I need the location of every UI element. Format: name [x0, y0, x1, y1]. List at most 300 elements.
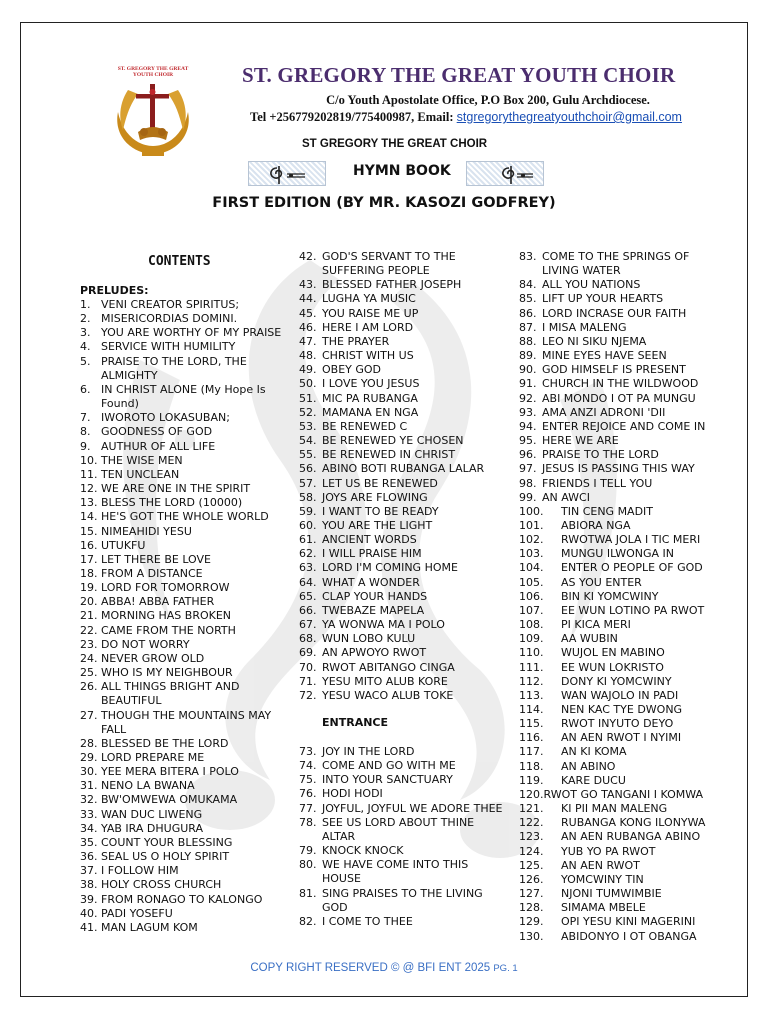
item-title: IWOROTO LOKASUBAN;: [101, 411, 230, 425]
item-title: SERVICE WITH HUMILITY: [101, 340, 236, 354]
contents-item: [519, 477, 719, 491]
item-number: 28.: [80, 736, 98, 750]
contents-item: [80, 340, 287, 354]
contents-item: [80, 680, 287, 708]
item-number: 81.: [299, 886, 317, 900]
item-number: 58.: [299, 490, 317, 504]
item-number: 126.: [519, 872, 544, 886]
contents-item: [519, 406, 719, 420]
item-title: CLAP YOUR HANDS: [322, 589, 428, 603]
item-title: ABINO BOTI RUBANGA LALAR: [322, 462, 485, 476]
item-title: LIFT UP YOUR HEARTS: [542, 292, 664, 306]
item-number: 9.: [80, 439, 91, 453]
email-link[interactable]: stgregorythegreatyouthchoir@gmail.com: [456, 110, 682, 124]
item-number: 87.: [519, 320, 537, 334]
item-number: 16.: [80, 538, 98, 552]
item-number: 53.: [299, 419, 317, 433]
item-number: 99.: [519, 490, 537, 504]
contents-item: [519, 717, 719, 731]
item-number: 106.: [519, 589, 544, 603]
item-number: 65.: [299, 589, 317, 603]
item-number: 57.: [299, 476, 317, 490]
item-title: COUNT YOUR BLESSING: [101, 835, 233, 849]
contents-item: [80, 440, 287, 454]
address-line: [0, 93, 768, 108]
item-number: 117.: [519, 745, 544, 759]
item-number: 70.: [299, 660, 317, 674]
item-title: ALL YOU NATIONS: [542, 278, 641, 292]
item-title: KARE DUCU: [561, 773, 626, 787]
contents-item: [519, 901, 719, 915]
contents-item: [519, 292, 719, 306]
tel-text: Tel +256779202819/775400987, Email:: [250, 110, 457, 124]
item-title: GOD HIMSELF IS PRESENT: [542, 363, 686, 377]
contents-item: [519, 335, 719, 349]
item-number: 108.: [519, 618, 544, 632]
contents-item: [519, 349, 719, 363]
contents-item: [80, 482, 287, 496]
item-title: ENTER REJOICE AND COME IN: [542, 419, 706, 433]
item-title: AUTHUR OF ALL LIFE: [101, 439, 216, 453]
item-title: ENTER O PEOPLE OF GOD: [561, 561, 703, 575]
contents-item: [519, 731, 719, 745]
item-number: 82.: [299, 914, 317, 928]
item-number: 67.: [299, 618, 317, 632]
contents-item: [519, 873, 719, 887]
contents-item: [299, 816, 509, 844]
contents-item: [80, 793, 287, 807]
item-title: THE WISE MEN: [101, 453, 183, 467]
item-title: BIN KI YOMCWINY: [561, 589, 659, 603]
item-title: PI KICA MERI: [561, 618, 631, 632]
item-number: 49.: [299, 363, 317, 377]
item-number: 13.: [80, 496, 98, 510]
item-number: 86.: [519, 306, 537, 320]
item-title: I COME TO THEE: [322, 914, 413, 928]
item-title: YESU MITO ALUB KORE: [322, 674, 448, 688]
item-number: 76.: [299, 787, 317, 801]
item-number: 15.: [80, 524, 98, 538]
item-number: 91.: [519, 377, 537, 391]
item-number: 42.: [299, 250, 317, 263]
contents-item: [80, 581, 287, 595]
item-number: 18.: [80, 566, 98, 580]
item-title: MAMANA EN NGA: [322, 405, 419, 419]
svg-text:ST. GREGORY THE GREAT: ST. GREGORY THE GREAT: [117, 66, 189, 72]
item-title: SEAL US O HOLY SPIRIT: [101, 850, 230, 864]
item-number: 47.: [299, 334, 317, 348]
item-number: 95.: [519, 434, 537, 448]
contents-item: [519, 590, 719, 604]
item-title: NENO LA BWANA: [101, 779, 195, 793]
item-title: YUB YO PA RWOT: [561, 844, 656, 858]
contents-column-1: [80, 298, 287, 935]
item-title: HERE I AM LORD: [322, 320, 414, 334]
item-number: 80.: [299, 858, 317, 872]
contents-item: [80, 878, 287, 892]
item-number: 74.: [299, 759, 317, 773]
item-number: 97.: [519, 462, 537, 476]
item-title: JESUS IS PASSING THIS WAY: [542, 462, 695, 476]
contents-item: [519, 576, 719, 590]
item-title: AA WUBIN: [561, 632, 618, 646]
item-number: 14.: [80, 510, 98, 524]
contents-item: [299, 448, 509, 462]
item-number: 107.: [519, 603, 544, 617]
item-title: YOU ARE THE LIGHT: [322, 518, 433, 532]
contents-item: [299, 561, 509, 575]
svg-text:YOUTH CHOIR: YOUTH CHOIR: [132, 72, 174, 78]
item-number: 31.: [80, 779, 98, 793]
item-title: I MISA MALENG: [542, 320, 627, 334]
contents-item: [80, 496, 287, 510]
item-title: ABIDONYO I OT OBANGA: [561, 929, 697, 943]
item-number: 102.: [519, 533, 544, 547]
item-number: 118.: [519, 759, 544, 773]
item-number: 73.: [299, 745, 317, 758]
contents-item: [299, 547, 509, 561]
contents-item: [299, 434, 509, 448]
item-number: 54.: [299, 434, 317, 448]
treble-clef-icon: [467, 162, 545, 187]
item-title: RWOTWA JOLA I TIC MERI: [561, 533, 701, 547]
item-title: LORD FOR TOMORROW: [101, 581, 230, 595]
contents-item: [80, 893, 287, 907]
contents-item: [80, 751, 287, 765]
contents-item: [519, 448, 719, 462]
item-title: MORNING HAS BROKEN: [101, 609, 232, 623]
item-title: YAB IRA DHUGURA: [101, 821, 203, 835]
contents-item: [299, 661, 509, 675]
contents-item: [299, 858, 509, 886]
contents-item: [80, 312, 287, 326]
item-number: 84.: [519, 278, 537, 292]
item-number: 17.: [80, 552, 98, 566]
item-number: 39.: [80, 892, 98, 906]
entrance-heading: ENTRANCE: [322, 716, 388, 729]
org-title: ST. GREGORY THE GREAT YOUTH CHOIR: [242, 63, 676, 87]
item-number: 83.: [519, 250, 537, 263]
contents-item: [80, 411, 287, 425]
item-number: 79.: [299, 844, 317, 858]
item-title: EE WUN LOTINO PA RWOT: [561, 603, 705, 617]
contents-item: [80, 567, 287, 581]
treble-clef-banner-left: [248, 161, 326, 186]
item-number: 88.: [519, 334, 537, 348]
item-title: PRAISE TO THE LORD, THE ALMIGHTY: [101, 354, 247, 382]
contents-item: [80, 539, 287, 553]
contents-item: [80, 765, 287, 779]
item-title: LET US BE RENEWED: [322, 476, 438, 490]
contents-item: [80, 326, 287, 340]
item-title: JOY IN THE LORD: [322, 745, 415, 758]
item-title: AN ABINO: [561, 759, 616, 773]
page-number: PG. 1: [493, 963, 518, 974]
item-title: YA WONWA MA I POLO: [322, 618, 445, 632]
item-number: 12.: [80, 482, 98, 496]
item-title: LET THERE BE LOVE: [101, 552, 211, 566]
contents-item: [299, 250, 509, 278]
contents-item: [519, 816, 719, 830]
item-number: 78.: [299, 815, 317, 829]
contents-item: [519, 377, 719, 391]
item-title: ABI MONDO I OT PA MUNGU: [542, 391, 696, 405]
contents-item: [80, 510, 287, 524]
contents-item: [519, 788, 719, 802]
item-number: 130.: [519, 929, 544, 943]
item-title: CHRIST WITH US: [322, 349, 414, 363]
item-title: LEO NI SIKU NJEMA: [542, 334, 647, 348]
contents-item: [299, 689, 509, 703]
item-title: ABIORA NGA: [561, 518, 631, 532]
contents-item: [299, 590, 509, 604]
item-title: MIC PA RUBANGA: [322, 391, 418, 405]
item-number: 11.: [80, 467, 98, 481]
item-title: I LOVE YOU JESUS: [322, 377, 420, 391]
item-number: 92.: [519, 391, 537, 405]
item-number: 71.: [299, 674, 317, 688]
item-number: 61.: [299, 533, 317, 547]
item-number: 4.: [80, 340, 91, 354]
item-title: PRAISE TO THE LORD: [542, 448, 659, 462]
contents-item: [299, 477, 509, 491]
item-title: WUN LOBO KULU: [322, 632, 416, 646]
item-number: 48.: [299, 349, 317, 363]
item-number: 104.: [519, 561, 544, 575]
contents-item: [519, 519, 719, 533]
item-title: NEVER GROW OLD: [101, 651, 205, 665]
item-number: 125.: [519, 858, 544, 872]
contents-item: [519, 618, 719, 632]
item-number: 56.: [299, 462, 317, 476]
contents-item: [80, 383, 287, 411]
item-number: 1.: [80, 298, 91, 311]
item-title: AMA ANZI ADRONI 'DII: [542, 405, 666, 419]
contents-item: [519, 363, 719, 377]
item-title: WAN WAJOLO IN PADI: [561, 688, 679, 702]
item-number: 103.: [519, 547, 544, 561]
item-title: EE WUN LOKRISTO: [561, 660, 664, 674]
contents-item: [519, 675, 719, 689]
contents-item: [80, 624, 287, 638]
contents-item: [299, 618, 509, 632]
contents-item: [80, 779, 287, 793]
item-title: DONY KI YOMCWINY: [561, 674, 672, 688]
item-title: MINE EYES HAVE SEEN: [542, 349, 667, 363]
contents-item: [519, 845, 719, 859]
contents-column-2-entrance: [299, 745, 509, 929]
item-number: 120.: [519, 787, 544, 801]
item-number: 10.: [80, 453, 98, 467]
item-title: ALL THINGS BRIGHT AND BEAUTIFUL: [101, 680, 240, 708]
item-number: 60.: [299, 518, 317, 532]
contents-item: [299, 349, 509, 363]
item-title: MUNGU ILWONGA IN: [561, 547, 674, 561]
item-number: 21.: [80, 609, 98, 623]
item-title: RUBANGA KONG ILONYWA: [561, 816, 706, 830]
item-title: FROM A DISTANCE: [101, 566, 203, 580]
contents-item: [299, 604, 509, 618]
item-title: THE PRAYER: [322, 334, 390, 348]
item-title: NIMEAHIDI YESU: [101, 524, 192, 538]
item-number: 116.: [519, 731, 544, 745]
item-title: BLESSED FATHER JOSEPH: [322, 278, 462, 292]
item-title: WE HAVE COME INTO THIS HOUSE: [322, 858, 469, 886]
contents-item: [519, 307, 719, 321]
item-title: RWOT INYUTO DEYO: [561, 717, 674, 731]
contents-item: [519, 462, 719, 476]
item-number: 119.: [519, 773, 544, 787]
contents-item: [80, 921, 287, 935]
item-title: BE RENEWED C: [322, 419, 408, 433]
contents-item: [299, 406, 509, 420]
contents-item: [519, 760, 719, 774]
item-title: BLESS THE LORD (10000): [101, 496, 243, 510]
contents-item: [299, 533, 509, 547]
item-number: 25.: [80, 666, 98, 680]
item-number: 41.: [80, 920, 98, 934]
contents-heading: CONTENTS: [148, 254, 211, 269]
item-title: OPI YESU KINI MAGERINI: [561, 915, 696, 929]
item-number: 38.: [80, 878, 98, 892]
item-number: 129.: [519, 915, 544, 929]
contents-item: [80, 553, 287, 567]
contents-item: [519, 887, 719, 901]
contents-item: [519, 392, 719, 406]
contents-item: [519, 604, 719, 618]
contents-item: [519, 420, 719, 434]
item-title: LORD I'M COMING HOME: [322, 561, 458, 575]
item-title: JOYFUL, JOYFUL WE ADORE THEE: [322, 801, 503, 815]
item-title: WHO IS MY NEIGHBOUR: [101, 666, 233, 680]
item-number: 64.: [299, 575, 317, 589]
item-number: 123.: [519, 830, 544, 844]
item-number: 113.: [519, 688, 544, 702]
contents-item: [299, 307, 509, 321]
item-title: TIN CENG MADIT: [561, 504, 654, 518]
item-number: 111.: [519, 660, 544, 674]
contents-item: [299, 420, 509, 434]
item-title: KI PII MAN MALENG: [561, 802, 668, 816]
contents-item: [519, 745, 719, 759]
contents-item: [80, 709, 287, 737]
item-number: 105.: [519, 575, 544, 589]
item-title: IN CHRIST ALONE (My Hope Is Found): [101, 382, 266, 411]
item-number: 63.: [299, 561, 317, 575]
contents-item: [519, 774, 719, 788]
item-number: 62.: [299, 547, 317, 561]
item-title: YESU WACO ALUB TOKE: [322, 688, 454, 702]
item-number: 122.: [519, 816, 544, 830]
item-title: BE RENEWED YE CHOSEN: [322, 434, 464, 448]
item-number: 8.: [80, 425, 91, 439]
contents-item: [519, 802, 719, 816]
item-title: LUGHA YA MUSIC: [322, 292, 416, 306]
item-number: 115.: [519, 717, 544, 731]
item-number: 94.: [519, 419, 537, 433]
item-title: AS YOU ENTER: [561, 575, 642, 589]
item-title: CHURCH IN THE WILDWOOD: [542, 377, 699, 391]
item-title: I FOLLOW HIM: [101, 864, 179, 878]
item-title: YOMCWINY TIN: [561, 872, 644, 886]
item-title: MAN LAGUM KOM: [101, 920, 198, 934]
item-title: AN AEN RUBANGA ABINO: [561, 830, 701, 844]
contents-item: [299, 491, 509, 505]
contents-item: [519, 661, 719, 675]
contents-item: [519, 434, 719, 448]
item-number: 109.: [519, 632, 544, 646]
item-title: WE ARE ONE IN THE SPIRIT: [101, 482, 251, 496]
treble-clef-icon: [249, 162, 327, 187]
item-title: TWEBAZE MAPELA: [322, 603, 425, 617]
item-title: KNOCK KNOCK: [322, 844, 404, 858]
contents-item: [299, 773, 509, 787]
contents-item: [299, 915, 509, 929]
item-number: 34.: [80, 821, 98, 835]
contents-item: [299, 646, 509, 660]
item-number: 85.: [519, 292, 537, 306]
item-number: 45.: [299, 306, 317, 320]
item-title: BE RENEWED IN CHRIST: [322, 448, 456, 462]
item-number: 46.: [299, 320, 317, 334]
item-number: 33.: [80, 807, 98, 821]
contents-item: [299, 377, 509, 391]
item-number: 36.: [80, 850, 98, 864]
item-number: 90.: [519, 363, 537, 377]
item-number: 43.: [299, 278, 317, 292]
item-number: 35.: [80, 835, 98, 849]
item-number: 59.: [299, 504, 317, 518]
item-number: 68.: [299, 632, 317, 646]
item-title: AN APWOYO RWOT: [322, 646, 427, 660]
contents-item: [80, 666, 287, 680]
item-title: ABBA! ABBA FATHER: [101, 595, 215, 609]
item-number: 121.: [519, 802, 544, 816]
contents-item: [80, 836, 287, 850]
item-title: I WILL PRAISE HIM: [322, 547, 422, 561]
contents-item: [519, 491, 719, 505]
item-title: HODI HODI: [322, 787, 383, 801]
item-title: RWOT GO TANGANI I KOMWA: [543, 787, 704, 801]
contents-item: [519, 703, 719, 717]
item-title: GOD'S SERVANT TO THE SUFFERING PEOPLE: [322, 250, 456, 278]
address-text: C/o Youth Apostolate Office, P.O Box 200, Gulu Archdiocese.: [326, 93, 650, 107]
item-title: BLESSED BE THE LORD: [101, 736, 229, 750]
contents-item: [299, 363, 509, 377]
item-title: YOU ARE WORTHY OF MY PRAISE: [101, 326, 282, 340]
item-number: 124.: [519, 844, 544, 858]
item-number: 29.: [80, 751, 98, 764]
contents-item: [299, 787, 509, 801]
contents-item: [80, 737, 287, 751]
contents-item: [80, 425, 287, 439]
item-number: 93.: [519, 405, 537, 419]
item-number: 75.: [299, 773, 317, 787]
contents-item: [299, 519, 509, 533]
item-title: SIMAMA MBELE: [561, 901, 646, 915]
contents-item: [80, 808, 287, 822]
item-number: 72.: [299, 688, 317, 702]
item-number: 52.: [299, 405, 317, 419]
contents-item: [299, 335, 509, 349]
item-title: HE'S GOT THE WHOLE WORLD: [101, 510, 269, 524]
contents-item: [299, 462, 509, 476]
contents-item: [80, 525, 287, 539]
copyright-text: COPY RIGHT RESERVED © @ BFI ENT 2025: [250, 962, 494, 974]
item-number: 96.: [519, 448, 537, 462]
item-number: 100.: [519, 504, 544, 518]
item-title: SING PRAISES TO THE LIVING GOD: [322, 886, 483, 914]
